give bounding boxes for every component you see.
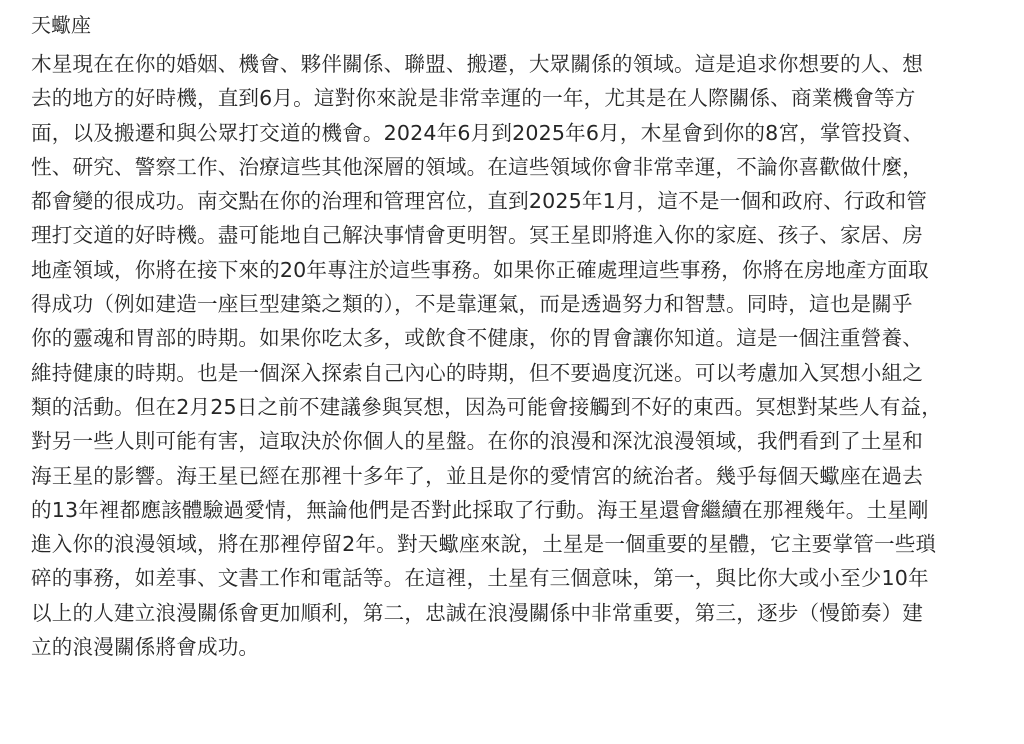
body-line: 得成功（例如建造一座巨型建築之類的），不是靠運氣，而是透過努力和智慧。同時，這也是關乎 — [31, 292, 913, 317]
body-line: 理打交道的好時機。盡可能地自己解決事情會更明智。冥王星即將進入你的家庭、孩子、家居、房 — [31, 223, 923, 248]
body-line: 碎的事務，如差事、文書工作和電話等。在這裡，土星有三個意味，第一，與比你大或小至少10年 — [31, 566, 929, 591]
body-line: 去的地方的好時機，直到6月。這對你來說是非常幸運的一年，尤其是在人際關係、商業機會等方 — [31, 86, 916, 111]
body-line: 立的浪漫關係將會成功。 — [31, 635, 260, 660]
body-line: 海王星的影響。海王星已經在那裡十多年了，並且是你的愛情宮的統治者。幾乎每個天蠍座在過去 — [31, 463, 923, 488]
body-line: 的13年裡都應該體驗過愛情，無論他們是否對此採取了行動。海王星還會繼續在那裡幾年。土星剛 — [31, 497, 929, 522]
body-line: 面，以及搬遷和與公眾打交道的機會。2024年6月到2025年6月，木星會到你的8宮，掌管投資、 — [31, 120, 924, 145]
body-line: 進入你的浪漫領域，將在那裡停留2年。對天蠍座來說，土星是一個重要的星體，它主要掌管一些瑣 — [31, 532, 937, 557]
body-line: 類的活動。但在2月25日之前不建議參與冥想，因為可能會接觸到不好的東西。冥想對某些人有益， — [31, 394, 942, 419]
body-line: 都會變的很成功。南交點在你的治理和管理宮位，直到2025年1月，這不是一個和政府、行政和管 — [31, 189, 928, 214]
body-line: 維持健康的時期。也是一個深入探索自己內心的時期，但不要過度沉迷。可以考慮加入冥想小組之 — [31, 360, 923, 385]
body-line: 木星現在在你的婚姻、機會、夥伴關係、聯盟、搬遷，大眾關係的領域。這是追求你想要的人、想 — [31, 52, 923, 76]
body-line: 以上的人建立浪漫關係會更加順利，第二，忠誠在浪漫關係中非常重要，第三，逐步（慢節奏）建 — [31, 600, 923, 625]
body-line: 地產領域，你將在接下來的20年專注於這些事務。如果你正確處理這些事務，你將在房地產方面取 — [31, 257, 929, 282]
body-line: 對另一些人則可能有害，這取決於你個人的星盤。在你的浪漫和深沈浪漫領域，我們看到了土星和 — [31, 429, 923, 454]
body-line: 你的靈魂和胃部的時期。如果你吃太多，或飲食不健康，你的胃會讓你知道。這是一個注重營養、 — [31, 326, 923, 351]
article-body — [31, 47, 1006, 664]
article-title: 天蠍座 — [31, 13, 91, 37]
body-line: 性、研究、警察工作、治療這些其他深層的領域。在這些領域你會非常幸運，不論你喜歡做什麼， — [31, 154, 923, 179]
